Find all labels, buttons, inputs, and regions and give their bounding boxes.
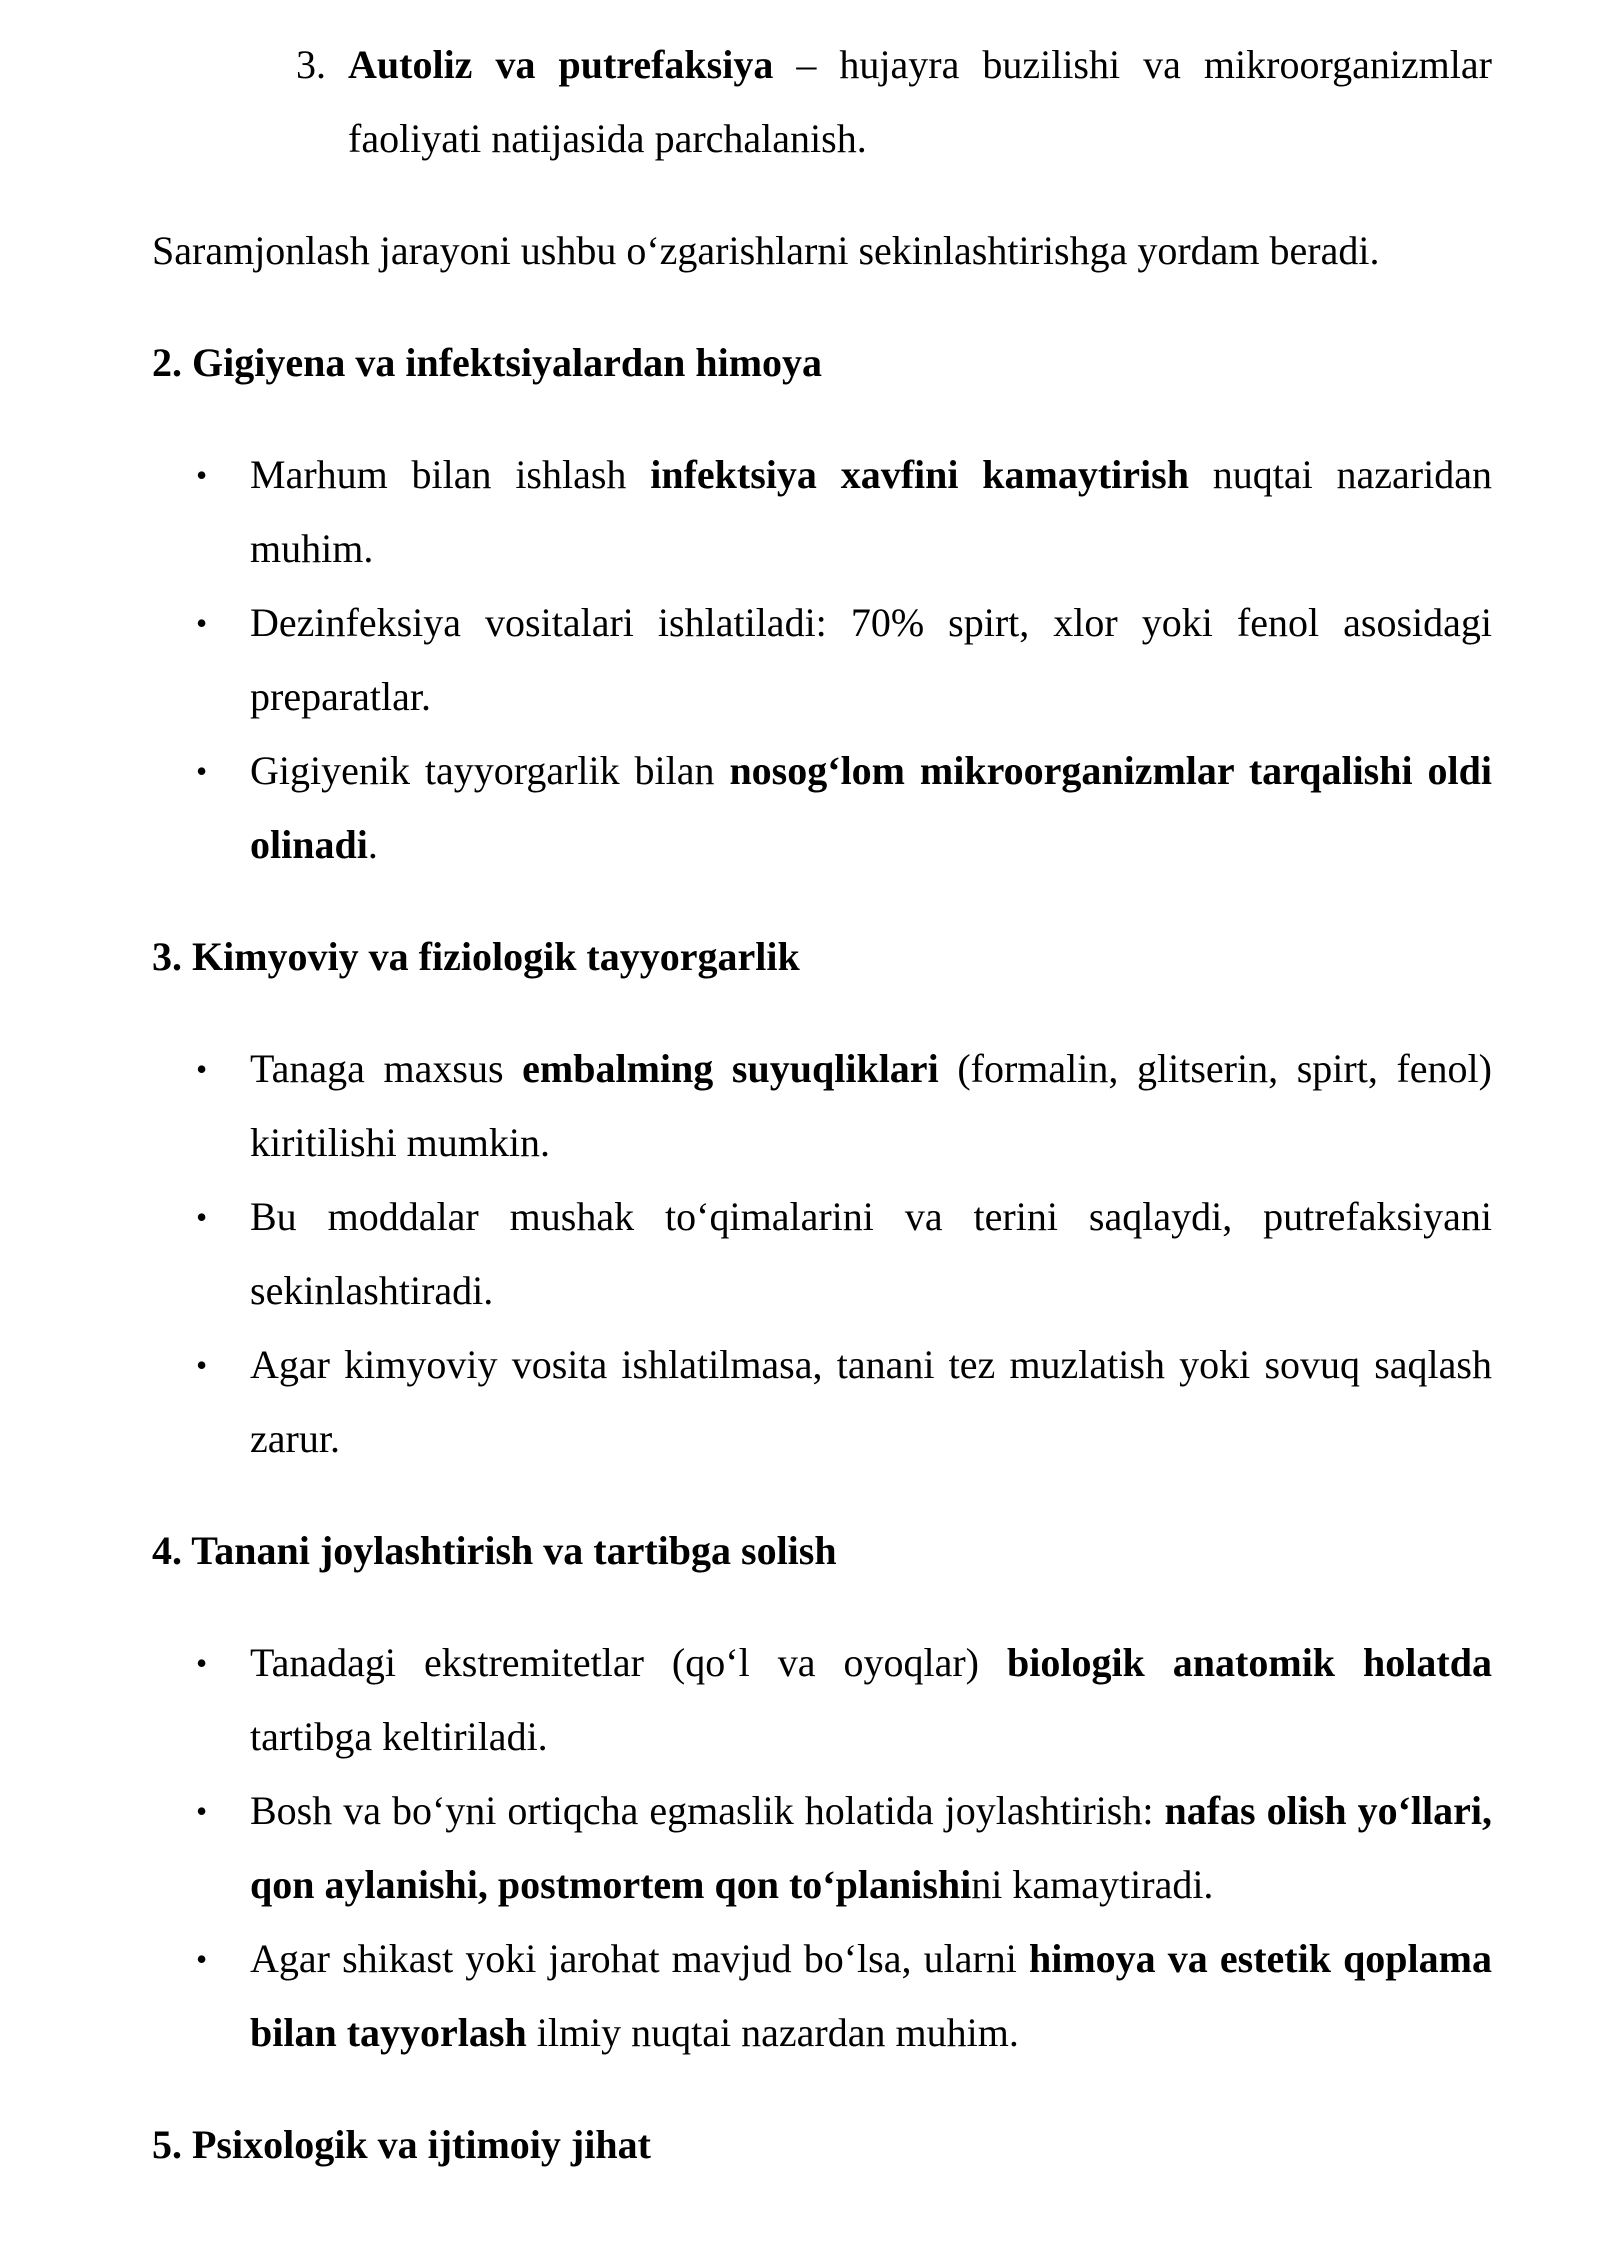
bullet-list bbox=[152, 438, 1492, 882]
list-item bbox=[152, 1032, 1492, 1180]
bullet-list bbox=[152, 1626, 1492, 2070]
section-heading: 2. Gigiyena va infektsiyalardan himoya bbox=[152, 340, 823, 385]
item-bold-text: biologik anatomik holatda bbox=[1006, 1640, 1492, 1685]
item-text-tail: ilmiy nuqtai nazardan muhim. bbox=[526, 2010, 1019, 2055]
item-bold-text: nafas olish yo‘llari, qon aylanishi, postmortem qon to‘planishi bbox=[250, 1788, 1493, 1907]
list-item bbox=[152, 586, 1492, 734]
bullet-icon: • bbox=[196, 457, 208, 493]
list-item bbox=[152, 1180, 1492, 1328]
term-bold: Autoliz va putrefaksiya bbox=[348, 42, 774, 87]
item-text: Tanadagi ekstremitetlar (qo‘l va oyoqlar) bbox=[250, 1640, 1007, 1685]
bullet-icon: • bbox=[196, 1941, 208, 1977]
bullet-icon: • bbox=[196, 605, 208, 641]
item-text: Agar kimyoviy vosita ishlatilmasa, tanani tez muzlatish yoki sovuq saqlash zarur. bbox=[250, 1342, 1492, 1461]
item-text-tail: ni kamaytiradi. bbox=[971, 1862, 1214, 1907]
item-bold-text: embalming suyuqliklari bbox=[522, 1046, 939, 1091]
item-text: Agar shikast yoki jarohat mavjud bo‘lsa, ularni bbox=[250, 1936, 1029, 1981]
item-text: Tanaga maxsus bbox=[250, 1046, 523, 1091]
item-bold-text: himoya va estetik qoplama bilan tayyorlash bbox=[250, 1936, 1492, 2055]
bullet-icon: • bbox=[196, 753, 208, 789]
bullet-list bbox=[152, 1032, 1492, 1476]
list-item bbox=[152, 734, 1492, 882]
section-heading: 3. Kimyoviy va fiziologik tayyorgarlik bbox=[152, 934, 800, 979]
item-text-tail: (formalin, glitserin, spirt, fenol) kiritilishi mumkin. bbox=[250, 1046, 1492, 1165]
bullet-icon: • bbox=[196, 1645, 208, 1681]
item-text-tail: . bbox=[367, 822, 378, 867]
document-body bbox=[152, 28, 1492, 2182]
list-item bbox=[152, 1922, 1492, 2070]
item-text: Bu moddalar mushak to‘qimalarini va terini saqlaydi, putrefaksiyani sekinlashtiradi. bbox=[250, 1194, 1492, 1313]
item-text: Marhum bilan ishlash bbox=[250, 452, 651, 497]
item-text-tail: nuqtai nazaridan muhim. bbox=[250, 452, 1492, 571]
item-text: Gigiyenik tayyorgarlik bilan bbox=[250, 748, 730, 793]
item-text: Dezinfeksiya vositalari ishlatiladi: 70% spirt, xlor yoki fenol asosidagi preparatlar. bbox=[250, 600, 1492, 719]
bullet-icon: • bbox=[196, 1793, 208, 1829]
item-bold-text: nosog‘lom mikroorganizmlar tarqalishi oldi olinadi bbox=[250, 748, 1492, 867]
list-number: 3. bbox=[296, 42, 326, 87]
list-item bbox=[152, 1626, 1492, 1774]
list-item bbox=[152, 1774, 1492, 1922]
item-bold-text: infektsiya xavfini kamaytirish bbox=[650, 452, 1189, 497]
section-heading: 4. Tanani joylashtirish va tartibga solish bbox=[152, 1528, 837, 1573]
item-text-tail: tartibga keltiriladi. bbox=[250, 1714, 548, 1759]
list-item bbox=[152, 1328, 1492, 1476]
body-paragraph: Saramjonlash jarayoni ushbu o‘zgarishlarni sekinlashtirishga yordam beradi. bbox=[152, 228, 1380, 273]
bullet-icon: • bbox=[196, 1347, 208, 1383]
item-text: Bosh va bo‘yni ortiqcha egmaslik holatida joylashtirish: bbox=[250, 1788, 1165, 1833]
term-description: – hujayra buzilishi va mikroorganizmlar faoliyati natijasida parchalanish. bbox=[348, 42, 1492, 161]
numbered-list-item bbox=[152, 28, 1492, 176]
bullet-icon: • bbox=[196, 1051, 208, 1087]
list-item bbox=[152, 438, 1492, 586]
section-heading: 5. Psixologik va ijtimoiy jihat bbox=[152, 2122, 651, 2167]
bullet-icon: • bbox=[196, 1199, 208, 1235]
